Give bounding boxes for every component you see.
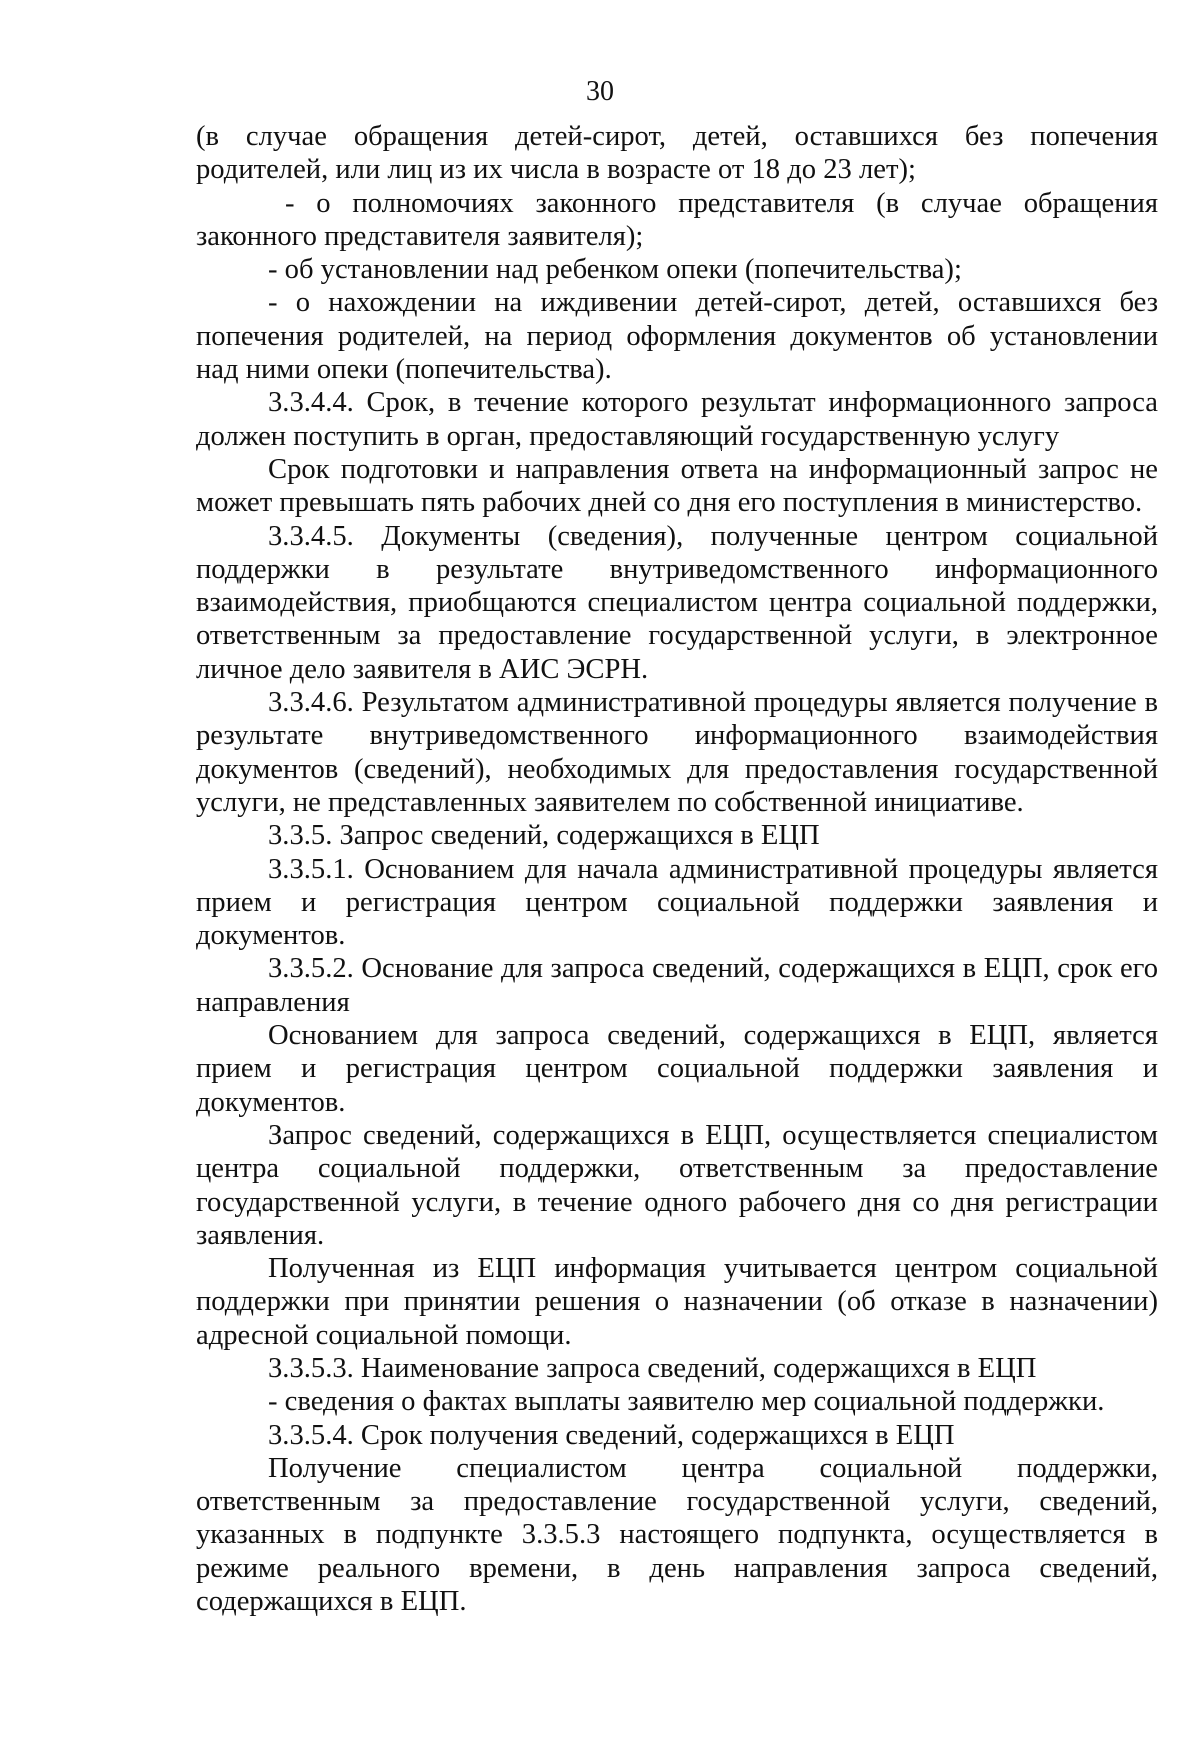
paragraph: 3.3.5.3. Наименование запроса сведений, содержащихся в ЕЦП — [268, 1352, 1037, 1384]
paragraph: Запрос сведений, содержащихся в ЕЦП, осуществляется специалистом центра социальной поддержки, ответственным за предоставление государственной услуги, в течение одного рабочего дня со дня регистрации заявления. — [196, 1119, 1158, 1251]
paragraph: 3.3.5.1. Основанием для начала административной процедуры является прием и регистрация центром социальной поддержки заявления и документов. — [196, 853, 1158, 952]
document-body — [196, 120, 1158, 1618]
paragraph: - о полномочиях законного представителя (в случае обращения законного представителя заявителя); — [196, 187, 1158, 252]
paragraph: - о нахождении на иждивении детей-сирот, детей, оставшихся без попечения родителей, на период оформления документов об установлении над ними опеки (попечительства). — [196, 287, 1158, 386]
paragraph: Получение специалистом центра социальной поддержки, ответственным за предоставление государственной услуги, сведений, указанных в подпункте 3.3.5.3 настоящего подпункта, осуществляется в режиме реального времени, в день направления запроса сведений, содержащихся в ЕЦП. — [196, 1452, 1158, 1618]
paragraph: 3.3.5.2. Основание для запроса сведений, содержащихся в ЕЦП, срок его направления — [196, 953, 1158, 1018]
paragraph: - об установлении над ребенком опеки (попечительства); — [268, 254, 962, 286]
paragraph: - сведения о фактах выплаты заявителю мер социальной поддержки. — [268, 1386, 1105, 1418]
paragraph: 3.3.4.4. Срок, в течение которого результат информационного запроса должен поступить в орган, предоставляющий государственную услугу — [196, 387, 1158, 452]
paragraph: 3.3.5.4. Срок получения сведений, содержащихся в ЕЦП — [268, 1419, 955, 1451]
paragraph: 3.3.4.6. Результатом административной процедуры является получение в результате внутриведомственного информационного взаимодействия документов (сведений), необходимых для предоставления государственной услуги, не представленных заявителем по собственной инициативе. — [196, 687, 1158, 818]
paragraph: Срок подготовки и направления ответа на информационный запрос не может превышать пять рабочих дней со дня его поступления в министерство. — [196, 453, 1158, 519]
paragraph: Основанием для запроса сведений, содержащихся в ЕЦП, является прием и регистрация центром социальной поддержки заявления и документов. — [196, 1020, 1158, 1118]
paragraph: (в случае обращения детей-сирот, детей, оставшихся без попечения родителей, или лиц из их числа в возрасте от 18 до 23 лет); — [196, 121, 1158, 186]
page-number: 30 — [586, 76, 614, 107]
paragraph: 3.3.4.5. Документы (сведения), полученные центром социальной поддержки в результате внутриведомственного информационного взаимодействия, приобщаются специалистом центра социальной поддержки, ответственным за предоставление государственной услуги, в электронное личное дело заявителя в АИС ЭСРН. — [196, 520, 1158, 685]
paragraph: 3.3.5. Запрос сведений, содержащихся в ЕЦП — [268, 820, 820, 852]
paragraph: Полученная из ЕЦП информация учитывается центром социальной поддержки при принятии решения о назначении (об отказе в назначении) адресной социальной помощи. — [196, 1253, 1158, 1351]
